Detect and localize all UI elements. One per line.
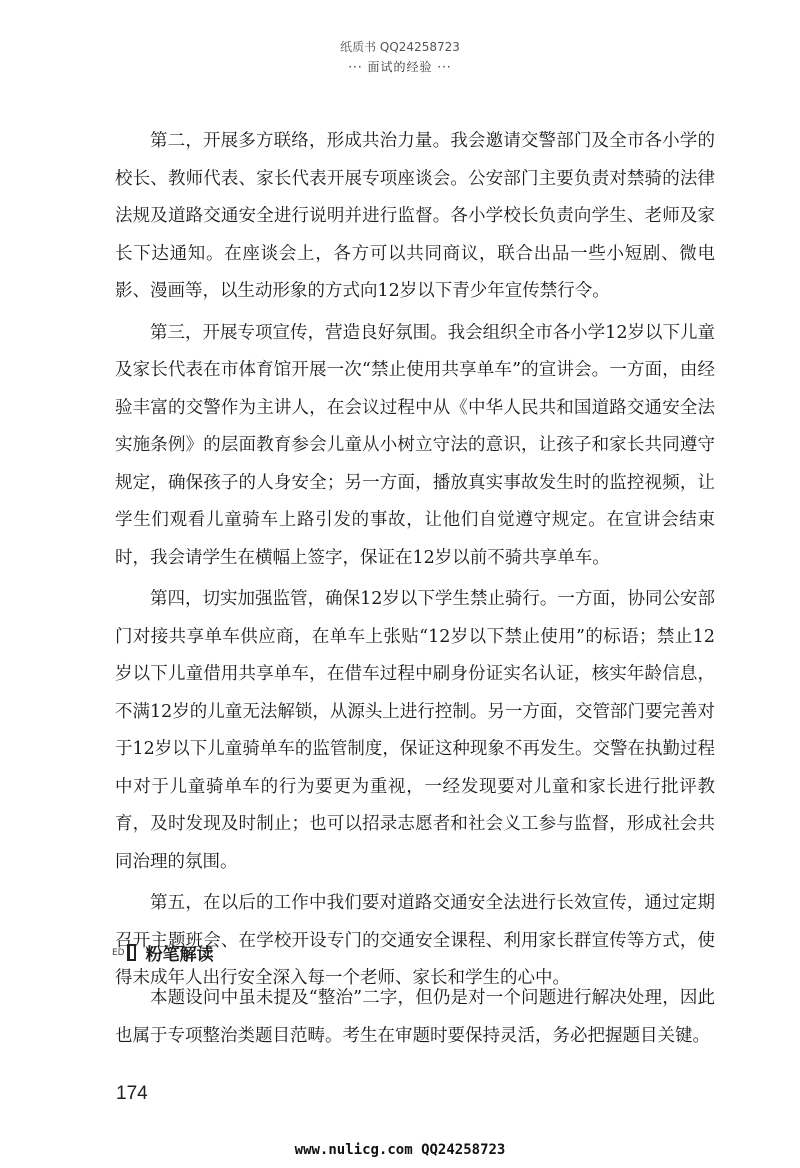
- paragraph-4: 第四，切实加强监管，确保12岁以下学生禁止骑行。一方面，协同公安部门对接共享单车供应商，在单车上张贴“12岁以下禁止使用”的标语；禁止12岁以下儿童借用共享单车，在借车过程中刷身份证实名认证，核实年龄信息，不满12岁的儿童无法解锁，从源头上进行控制。另一方面，交管部门要完善对于12岁以下儿童骑单车的监管制度，保证这种现象不再发生。交警在执勤过程中对于儿童骑单车的行为要更为重视，一经发现要对儿童和家长进行批评教育，及时发现及时制止；也可以招录志愿者和社会义工参与监督，形成社会共同治理的氛围。: [115, 589, 715, 872]
- analysis-text: [115, 980, 715, 1055]
- section-marker-text: ED: [112, 947, 125, 958]
- header-watermark: 纸质书 QQ24258723: [340, 40, 460, 54]
- analysis-paragraph: 本题设问中虽未提及“整治”二字，但仍是对一个问题进行解决处理，因此也属于专项整治类题目范畴。考生在审题时要保持灵活，务必把握题目关键。: [115, 988, 715, 1046]
- page-number: 174: [116, 1083, 148, 1104]
- paragraph-5: 第五，在以后的工作中我们要对道路交通安全法进行长效宣传，通过定期召开主题班会、在学校开设专门的交通安全课程、利用家长群宣传等方式，使得未成年人出行安全深入每一个老师、家长和学生的心中。: [115, 893, 715, 988]
- section-marker-icon: [112, 944, 136, 961]
- footer-watermark: www.nulicg.com QQ24258723: [294, 1142, 506, 1158]
- section-title: 粉笔解读: [145, 945, 214, 965]
- bracket-icon: [127, 944, 136, 961]
- header-chapter-title: ··· 面试的经验 ···: [348, 60, 452, 74]
- body-text: [115, 123, 715, 1002]
- paragraph-3: 第三，开展专项宣传，营造良好氛围。我会组织全市各小学12岁以下儿童及家长代表在市体育馆开展一次“禁止使用共享单车”的宣讲会。一方面，由经验丰富的交警作为主讲人，在会议过程中从《中华人民共和国道路交通安全法实施条例》的层面教育参会儿童从小树立守法的意识，让孩子和家长共同遵守规定，确保孩子的人身安全；另一方面，播放真实事故发生时的监控视频，让学生们观看儿童骑车上路引发的事故，让他们自觉遵守规定。在宣讲会结束时，我会请学生在横幅上签字，保证在12岁以前不骑共享单车。: [115, 322, 715, 568]
- section-heading: [112, 940, 214, 965]
- paragraph-2: 第二，开展多方联络，形成共治力量。我会邀请交警部门及全市各小学的校长、教师代表、家长代表开展专项座谈会。公安部门主要负责对禁骑的法律法规及道路交通安全进行说明并进行监督。各小学校长负责向学生、老师及家长下达通知。在座谈会上，各方可以共同商议，联合出品一些小短剧、微电影、漫画等，以生动形象的方式向12岁以下青少年宣传禁行令。: [115, 131, 715, 301]
- page-header: [0, 38, 800, 75]
